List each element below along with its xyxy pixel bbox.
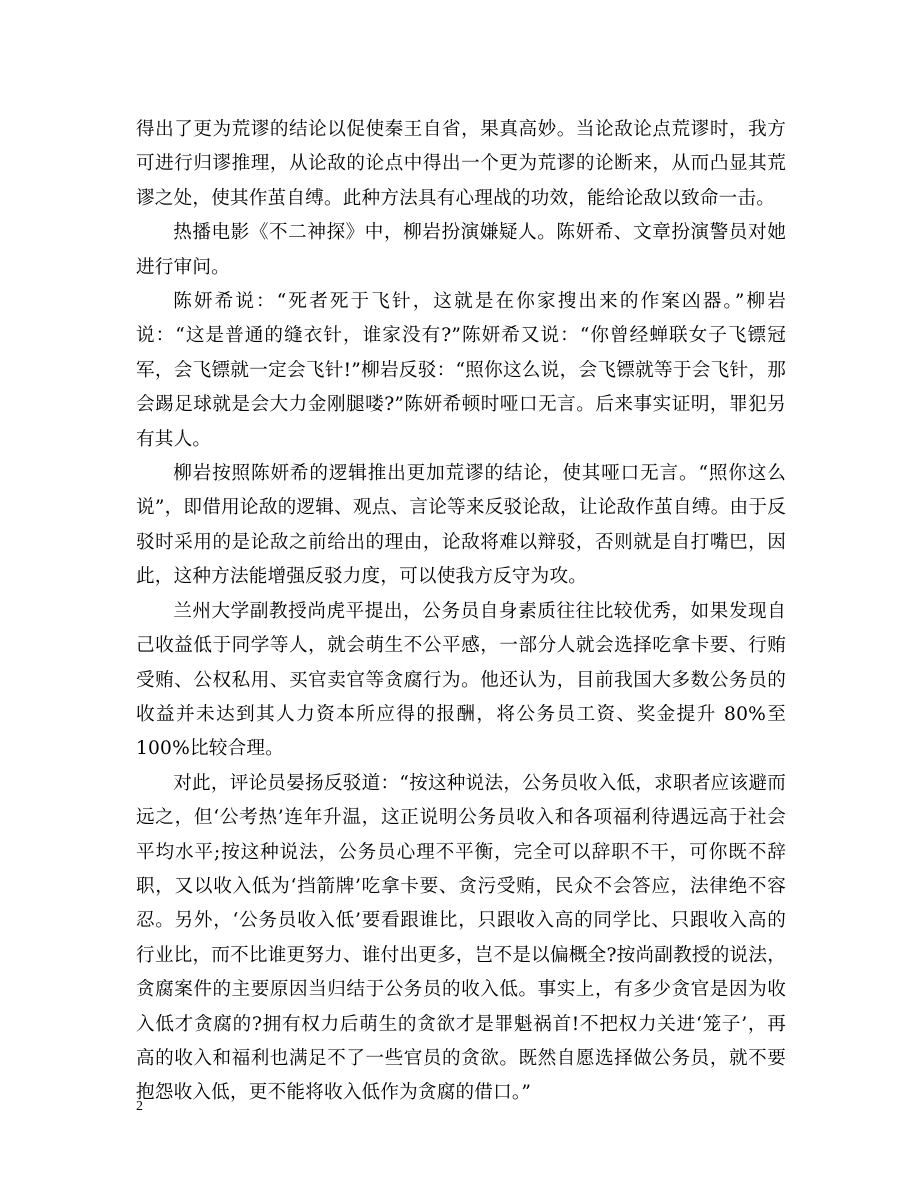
paragraph: 对此，评论员晏扬反驳道：“按这种说法，公务员收入低，求职者应该避而远之，但‘公考热’连年升温，这正说明公务员收入和各项福利待遇远高于社会平均水平;按这种说法，公务员心理不平衡，完全可以辞职不干，可你既不辞职，又以收入低为‘挡箭牌’吃拿卡要、贪污受贿，民众不会答应，法律绝不容忍。另外，‘公务员收入低’要看跟谁比，只跟收入高的同学比、只跟收入高的行业比，而不比谁更努力、谁付出更多，岂不是以偏概全?按尚副教授的说法，贪腐案件的主要原因当归结于公务员的收入低。事实上，有多少贪官是因为收入低才贪腐的?拥有权力后萌生的贪欲才是罪魁祸首!不把权力关进‘笼子’，再高的收入和福利也满足不了一些官员的贪欲。既然自愿选择做公务员，就不要抱怨收入低，更不能将收入低作为贪腐的借口。” bbox=[136, 772, 786, 1104]
paragraph: 热播电影《不二神探》中，柳岩扮演嫌疑人。陈妍希、文章扮演警员对她进行审问。 bbox=[136, 222, 786, 278]
paragraph: 柳岩按照陈妍希的逻辑推出更加荒谬的结论，使其哑口无言。“照你这么说”，即借用论敌的逻辑、观点、言论等来反驳论敌，让论敌作茧自缚。由于反驳时采用的是论敌之前给出的理由，论敌将难以辩驳，否则就是自打嘴巴，因此，这种方法能增强反驳力度，可以使我方反守为攻。 bbox=[136, 463, 786, 588]
page-number: 2 bbox=[136, 1099, 143, 1114]
paragraph: 兰州大学副教授尚虎平提出，公务员自身素质往往比较优秀，如果发现自己收益低于同学等人，就会萌生不公平感，一部分人就会选择吃拿卡要、行贿受贿、公权私用、买官卖官等贪腐行为。他还认为，目前我国大多数公务员的收益并未达到其人力资本所应得的报酬，将公务员工资、奖金提升 80%至 100%比较合理。 bbox=[136, 600, 786, 760]
paragraph: 得出了更为荒谬的结论以促使秦王自省，果真高妙。当论敌论点荒谬时，我方可进行归谬推理，从论敌的论点中得出一个更为荒谬的论断来，从而凸显其荒谬之处，使其作茧自缚。此种方法具有心理战的功效，能给论敌以致命一击。 bbox=[136, 119, 786, 209]
document-body bbox=[136, 113, 786, 1111]
paragraph: 陈妍希说：“死者死于飞针，这就是在你家搜出来的作案凶器。”柳岩说：“这是普通的缝衣针，谁家没有?”陈妍希又说：“你曾经蝉联女子飞镖冠军，会飞镖就一定会飞针!”柳岩反驳：“照你这么说，会飞镖就等于会飞针，那会踢足球就是会大力金刚腿喽?”陈妍希顿时哑口无言。后来事实证明，罪犯另有其人。 bbox=[136, 291, 786, 450]
